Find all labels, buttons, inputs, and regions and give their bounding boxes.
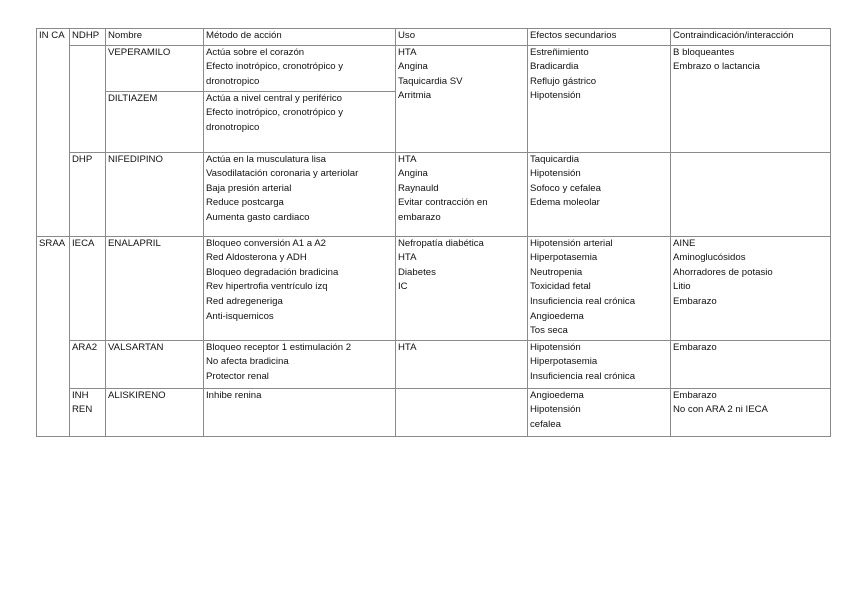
method-line: Bloqueo degradación bradicina xyxy=(206,266,339,278)
name-cell xyxy=(106,152,204,236)
header-name: Nombre xyxy=(108,30,143,41)
effect-line: Hipotensión xyxy=(530,341,581,353)
table-row-nifedipino xyxy=(37,152,831,236)
use-cell xyxy=(396,388,528,436)
contra-cell xyxy=(671,388,831,436)
header-contra: Contraindicación/interacción xyxy=(673,30,794,41)
table-row-veperamilo xyxy=(37,45,831,91)
method-line: Anti-isquemicos xyxy=(206,310,274,322)
name-cell xyxy=(106,236,204,340)
use-line: IC xyxy=(398,281,408,293)
header-method: Método de acción xyxy=(206,30,282,41)
method-cell xyxy=(204,388,396,436)
drug-name: VALSARTAN xyxy=(108,341,164,353)
contra-line: B bloqueantes xyxy=(673,46,735,58)
contra-cell xyxy=(671,152,831,236)
name-cell xyxy=(106,45,204,91)
method-line: Rev hipertrofia ventrículo izq xyxy=(206,281,328,293)
effects-cell xyxy=(528,236,671,340)
method-cell xyxy=(204,45,396,91)
contra-cell xyxy=(671,236,831,340)
effect-line: Toxicidad fetal xyxy=(530,281,591,293)
header-name-cell xyxy=(106,29,204,46)
use-line: HTA xyxy=(398,252,417,264)
header-effects-cell xyxy=(528,29,671,46)
method-cell xyxy=(204,152,396,236)
method-line: Actúa a nivel central y periférico xyxy=(206,92,342,104)
use-cell xyxy=(396,340,528,388)
drug-subclass: ARA2 xyxy=(72,341,98,353)
method-line: Reduce postcarga xyxy=(206,197,284,209)
effect-line: Hipotensión xyxy=(530,168,581,180)
effect-line: Edema moleolar xyxy=(530,197,600,209)
use-line: embarazo xyxy=(398,211,441,223)
use-cell xyxy=(396,152,528,236)
drug-subclass: IECA xyxy=(72,237,95,249)
effects-cell xyxy=(528,340,671,388)
use-line: Diabetes xyxy=(398,266,436,278)
use-line: Taquicardia SV xyxy=(398,75,463,87)
effect-line: Taquicardia xyxy=(530,153,580,165)
effect-line: Tos seca xyxy=(530,325,568,337)
method-line: Baja presión arterial xyxy=(206,182,292,194)
contra-cell xyxy=(671,340,831,388)
use-line: HTA xyxy=(398,153,417,165)
effect-line: Neutropenia xyxy=(530,266,583,278)
drug-subclass: DHP xyxy=(72,153,93,165)
use-line: HTA xyxy=(398,46,417,58)
use-line: Angina xyxy=(398,168,428,180)
name-cell xyxy=(106,91,204,152)
use-line: Raynauld xyxy=(398,182,439,194)
method-line: Vasodilatación coronaria y arteriolar xyxy=(206,168,359,180)
header-group: IN CA xyxy=(39,30,65,41)
header-effects: Efectos secundarios xyxy=(530,30,617,41)
table-row-valsartan xyxy=(37,340,831,388)
sub-cell xyxy=(70,236,106,340)
header-sub: NDHP xyxy=(72,30,100,41)
method-line: dronotropico xyxy=(206,75,260,87)
use-cell xyxy=(396,45,528,152)
method-cell xyxy=(204,91,396,152)
drug-group: SRAA xyxy=(39,237,66,249)
effect-line: Hipotensión xyxy=(530,90,581,102)
drug-name: NIFEDIPINO xyxy=(108,153,163,165)
header-contra-cell xyxy=(671,29,831,46)
effect-line: Bradicardia xyxy=(530,61,579,73)
method-line: dronotropico xyxy=(206,121,260,133)
contra-cell xyxy=(671,45,831,152)
effects-cell xyxy=(528,388,671,436)
use-cell xyxy=(396,236,528,340)
use-line: Angina xyxy=(398,61,428,73)
effect-line: Hipotensión arterial xyxy=(530,237,613,249)
method-line: Protector renal xyxy=(206,370,269,382)
drug-table xyxy=(36,28,831,437)
effect-line: Hiperpotasemia xyxy=(530,356,598,368)
group-cell-sraa xyxy=(37,236,70,436)
effect-line: Insuficiencia real crónica xyxy=(530,370,636,382)
contra-line: Embarazo xyxy=(673,341,717,353)
method-line: Bloqueo conversión A1 a A2 xyxy=(206,237,327,249)
effects-cell xyxy=(528,45,671,152)
effect-line: Insuficiencia real crónica xyxy=(530,295,636,307)
drug-name: VEPERAMILO xyxy=(108,46,171,58)
sub-cell xyxy=(70,340,106,388)
use-line: Nefropatía diabética xyxy=(398,237,484,249)
contra-line: Ahorradores de potasio xyxy=(673,266,773,278)
use-line: HTA xyxy=(398,341,417,353)
use-line: Arritmia xyxy=(398,90,432,102)
method-line: Actúa sobre el corazón xyxy=(206,46,305,58)
effect-line: Estreñimiento xyxy=(530,46,589,58)
contra-line: Embarazo xyxy=(673,295,717,307)
contra-line: Embrazo o lactancia xyxy=(673,61,760,73)
method-line: Bloqueo receptor 1 estimulación 2 xyxy=(206,341,352,353)
effect-line: Hiperpotasemia xyxy=(530,252,598,264)
effects-cell xyxy=(528,152,671,236)
contra-line: Litio xyxy=(673,281,691,293)
sub-cell xyxy=(70,388,106,436)
name-cell xyxy=(106,388,204,436)
effect-line: Sofoco y cefalea xyxy=(530,182,601,194)
sub-cell xyxy=(70,152,106,236)
effect-line: cefalea xyxy=(530,418,561,430)
contra-line: AINE xyxy=(673,237,696,249)
sub-cell-ndhp xyxy=(70,45,106,152)
header-row xyxy=(37,29,831,46)
effect-line: Angioedema xyxy=(530,389,584,401)
table-row-enalapril xyxy=(37,236,831,340)
contra-line: Embarazo xyxy=(673,389,717,401)
header-use-cell xyxy=(396,29,528,46)
use-line: Evitar contracción en xyxy=(398,197,488,209)
group-cell-inca xyxy=(37,29,70,237)
table-row-aliskireno xyxy=(37,388,831,436)
header-method-cell xyxy=(204,29,396,46)
method-line: Efecto inotrópico, cronotrópico y xyxy=(206,107,344,119)
drug-subclass: INH REN xyxy=(72,389,93,416)
header-use: Uso xyxy=(398,30,416,41)
drug-name: DILTIAZEM xyxy=(108,92,158,104)
method-line: Red adregeneriga xyxy=(206,295,283,307)
method-cell xyxy=(204,340,396,388)
effect-line: Reflujo gástrico xyxy=(530,75,597,87)
effect-line: Hipotensión xyxy=(530,404,581,416)
name-cell xyxy=(106,340,204,388)
method-line: No afecta bradicina xyxy=(206,356,289,368)
method-cell xyxy=(204,236,396,340)
contra-line: No con ARA 2 ni IECA xyxy=(673,404,768,416)
method-line: Inhibe renina xyxy=(206,389,262,401)
method-line: Actúa en la musculatura lisa xyxy=(206,153,326,165)
drug-name: ENALAPRIL xyxy=(108,237,161,249)
method-line: Efecto inotrópico, cronotrópico y xyxy=(206,61,344,73)
method-line: Aumenta gasto cardiaco xyxy=(206,211,310,223)
method-line: Red Aldosterona y ADH xyxy=(206,252,307,264)
header-sub-cell xyxy=(70,29,106,46)
drug-name: ALISKIRENO xyxy=(108,389,166,401)
effect-line: Angioedema xyxy=(530,310,584,322)
contra-line: Aminoglucósidos xyxy=(673,252,746,264)
